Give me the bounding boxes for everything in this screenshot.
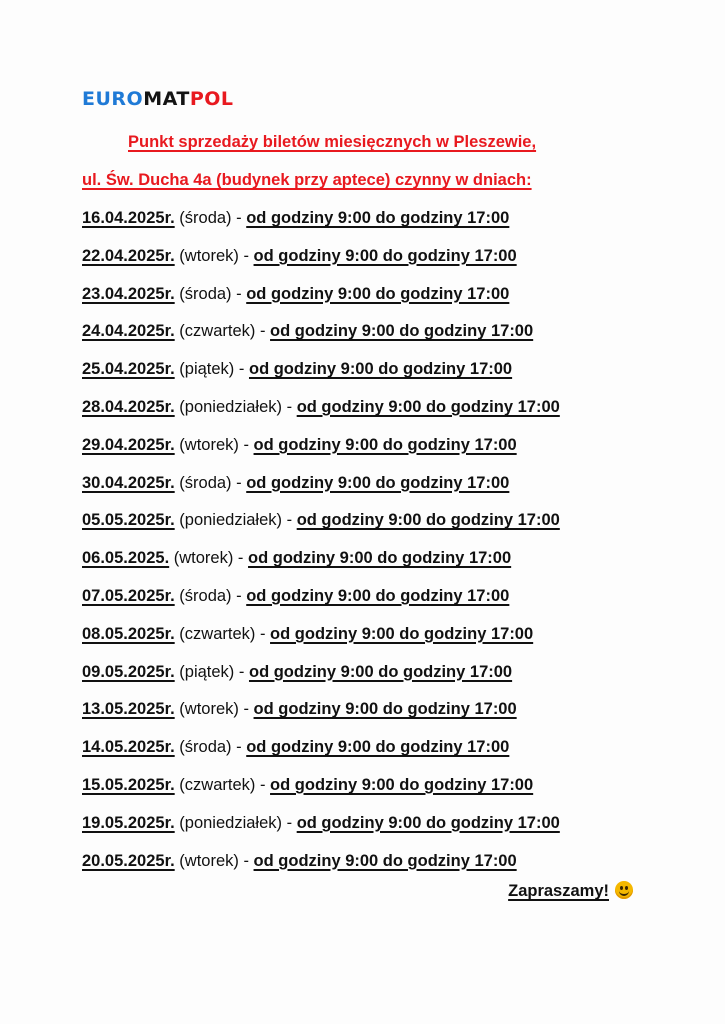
schedule-row xyxy=(82,623,702,661)
schedule-hours: od godziny 9:00 do godziny 17:00 xyxy=(246,738,510,757)
schedule-weekday: (wtorek) - xyxy=(179,700,249,719)
schedule-hours: od godziny 9:00 do godziny 17:00 xyxy=(248,549,512,568)
schedule-date: 05.05.2025r. xyxy=(82,511,175,530)
schedule-row xyxy=(82,320,702,358)
schedule-date: 30.04.2025r. xyxy=(82,473,175,492)
schedule-date: 22.04.2025r. xyxy=(82,246,175,265)
schedule-hours: od godziny 9:00 do godziny 17:00 xyxy=(253,246,517,265)
schedule-date: 06.05.2025. xyxy=(82,549,170,568)
schedule-row xyxy=(82,774,702,812)
schedule-hours: od godziny 9:00 do godziny 17:00 xyxy=(246,284,510,303)
schedule-weekday: (piątek) - xyxy=(179,662,245,681)
schedule-row xyxy=(82,736,702,774)
schedule-row xyxy=(82,472,702,510)
schedule-hours: od godziny 9:00 do godziny 17:00 xyxy=(246,209,510,227)
schedule-date: 07.05.2025r. xyxy=(82,586,175,605)
schedule-row xyxy=(82,661,702,699)
schedule-weekday: (wtorek) - xyxy=(179,435,249,454)
schedule-date: 13.05.2025r. xyxy=(82,700,175,719)
schedule-row xyxy=(82,585,702,623)
schedule-row xyxy=(82,698,702,736)
schedule-hours: od godziny 9:00 do godziny 17:00 xyxy=(246,586,510,605)
schedule-weekday: (poniedziałek) - xyxy=(179,397,293,416)
schedule-hours: od godziny 9:00 do godziny 17:00 xyxy=(270,775,534,794)
schedule-row xyxy=(82,396,702,434)
schedule-row xyxy=(82,283,702,321)
schedule-hours: od godziny 9:00 do godziny 17:00 xyxy=(296,397,560,416)
schedule-weekday: (poniedziałek) - xyxy=(179,511,293,530)
schedule-weekday: (czwartek) - xyxy=(179,775,266,794)
euromatpol-logo xyxy=(82,88,234,110)
schedule-list xyxy=(82,207,702,887)
schedule-date: 19.05.2025r. xyxy=(82,813,175,832)
schedule-hours: od godziny 9:00 do godziny 17:00 xyxy=(253,435,517,454)
schedule-weekday: (środa) - xyxy=(179,284,242,303)
schedule-date: 23.04.2025r. xyxy=(82,284,175,303)
logo-part-mat: MAT xyxy=(143,88,190,110)
schedule-date: 29.04.2025r. xyxy=(82,435,175,454)
logo-part-pol: POL xyxy=(189,88,234,110)
schedule-row xyxy=(82,509,702,547)
schedule-hours: od godziny 9:00 do godziny 17:00 xyxy=(246,473,510,492)
schedule-hours: od godziny 9:00 do godziny 17:00 xyxy=(248,662,513,681)
closing-note xyxy=(508,881,633,901)
schedule-hours: od godziny 9:00 do godziny 17:00 xyxy=(270,624,534,643)
schedule-row xyxy=(82,245,702,283)
schedule-date: 25.04.2025r. xyxy=(82,360,175,379)
schedule-hours: od godziny 9:00 do godziny 17:00 xyxy=(253,851,517,870)
schedule-date: 09.05.2025r. xyxy=(82,662,175,681)
schedule-weekday: (środa) - xyxy=(179,209,242,227)
heading-line-1: Punkt sprzedaży biletów miesięcznych w Pleszewie, xyxy=(128,133,537,151)
schedule-weekday: (środa) - xyxy=(179,473,242,492)
schedule-weekday: (środa) - xyxy=(179,586,242,605)
schedule-hours: od godziny 9:00 do godziny 17:00 xyxy=(253,700,517,719)
schedule-date: 08.05.2025r. xyxy=(82,624,175,643)
schedule-row xyxy=(82,434,702,472)
schedule-date: 20.05.2025r. xyxy=(82,851,175,870)
schedule-row xyxy=(82,207,702,245)
schedule-date: 16.04.2025r. xyxy=(82,209,175,227)
schedule-row xyxy=(82,358,702,396)
closing-text: Zapraszamy! xyxy=(508,882,609,900)
schedule-hours: od godziny 9:00 do godziny 17:00 xyxy=(270,322,534,341)
schedule-weekday: (środa) - xyxy=(179,738,242,757)
schedule-date: 14.05.2025r. xyxy=(82,738,175,757)
schedule-date: 15.05.2025r. xyxy=(82,775,175,794)
schedule-weekday: (czwartek) - xyxy=(179,322,266,341)
schedule-weekday: (poniedziałek) - xyxy=(179,813,293,832)
logo-part-euro: EURO xyxy=(82,88,144,110)
schedule-date: 24.04.2025r. xyxy=(82,322,175,341)
schedule-hours: od godziny 9:00 do godziny 17:00 xyxy=(296,813,560,832)
schedule-row xyxy=(82,812,702,850)
smiley-face-icon xyxy=(615,881,633,899)
schedule-hours: od godziny 9:00 do godziny 17:00 xyxy=(248,360,513,379)
schedule-hours: od godziny 9:00 do godziny 17:00 xyxy=(296,511,560,530)
schedule-row xyxy=(82,547,702,585)
schedule-weekday: (wtorek) - xyxy=(179,851,249,870)
schedule-date: 28.04.2025r. xyxy=(82,397,175,416)
schedule-weekday: (czwartek) - xyxy=(179,624,266,643)
schedule-weekday: (piątek) - xyxy=(179,360,245,379)
schedule-weekday: (wtorek) - xyxy=(179,246,249,265)
heading-line-2: ul. Św. Ducha 4a (budynek przy aptece) czynny w dniach: xyxy=(82,171,532,189)
schedule-weekday: (wtorek) - xyxy=(173,549,244,568)
